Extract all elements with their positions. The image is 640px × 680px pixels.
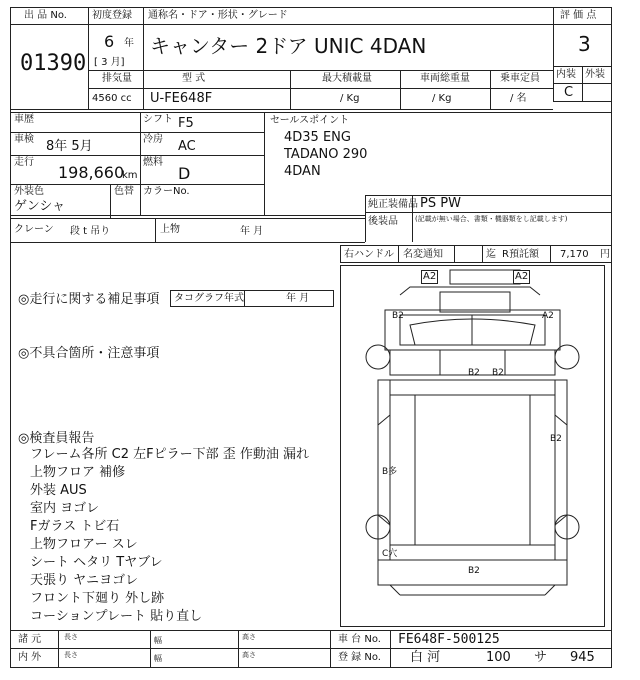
report-line: フロント下廻り 外し跡 — [30, 591, 165, 606]
chassis-value: FE648F-500125 — [398, 632, 500, 647]
report-line: 上物フロアー スレ — [30, 537, 138, 552]
lot-label: 出 品 No. — [24, 10, 67, 21]
inner-width-label: 幅 — [154, 654, 162, 663]
diagram-label-cab-left: B2 — [392, 311, 404, 321]
inner-length-label: 長さ — [64, 651, 78, 659]
sales-line-1: 4D35 ENG — [284, 130, 351, 145]
report-line: Fガラス トビ石 — [30, 519, 120, 534]
spec-label: 諸 元 — [18, 634, 42, 645]
report-line: 外装 AUS — [30, 483, 87, 498]
sales-line-3: 4DAN — [284, 164, 321, 179]
diagram-label-rear-left: C穴 — [382, 549, 398, 559]
crane-value: 段 t 吊り — [70, 226, 111, 237]
diagram-label-bed-left: B多 — [382, 467, 398, 477]
model-value: U-FE648F — [150, 91, 213, 106]
max-load-value: / Kg — [340, 93, 360, 104]
interior-label: 内装 — [556, 69, 576, 80]
diagram-label-cab-right: A2 — [542, 311, 554, 321]
inspection-label: 車検 — [14, 134, 34, 145]
inner-height-label: 高さ — [242, 651, 256, 659]
retrofit-note: (記載が無い場合、書類・機器類をし記載します) — [415, 215, 568, 223]
model-label: 型 式 — [182, 73, 206, 84]
equipment-value: PS PW — [420, 196, 461, 211]
car-name-label: 通称名・ドア・形状・グレード — [148, 10, 288, 21]
tachograph-label: タコグラフ年式 — [174, 293, 244, 304]
interior-exterior-label: 内 外 — [18, 652, 42, 663]
gross-weight-label: 車両総重量 — [420, 73, 470, 84]
first-reg-label: 初度登録 — [92, 10, 132, 21]
inspection-value: 8年 5月 — [46, 139, 93, 154]
fuel-value: D — [178, 164, 191, 183]
ext-color-value: ゲンシャ — [14, 199, 66, 214]
report-line: 天張り ヤニヨゴレ — [30, 573, 139, 588]
deadline-label: 迄 — [486, 249, 496, 260]
lift-value: 年 月 — [240, 226, 264, 237]
length-label: 長さ — [64, 633, 78, 641]
report-line: コーションプレート 貼り直し — [30, 609, 203, 624]
driving-note-label: ◎走行に関する補足事項 — [18, 292, 160, 307]
equipment-label: 純正装備品 — [368, 199, 418, 210]
score-value: 3 — [578, 32, 591, 56]
fuel-label: 燃料 — [143, 157, 163, 168]
registration-area: 白 河 — [410, 650, 441, 665]
ac-value: AC — [178, 139, 196, 154]
history-label: 車歴 — [14, 114, 34, 125]
score-label: 評 価 点 — [560, 10, 597, 21]
sales-line-2: TADANO 290 — [284, 147, 368, 162]
right-hand-label: 右ハンドル — [344, 249, 394, 260]
name-change-label: 名変通知 — [403, 249, 443, 260]
ext-color-label: 外装色 — [14, 186, 44, 197]
gross-weight-value: / Kg — [432, 93, 452, 104]
r-deposit-label: R預託額 — [502, 249, 539, 260]
ac-label: 冷房 — [143, 134, 163, 145]
max-load-label: 最大積載量 — [322, 73, 372, 84]
report-line: 上物フロア 補修 — [30, 465, 126, 480]
displacement-label: 排気量 — [102, 73, 132, 84]
diagram-label-rear-center: B2 — [468, 566, 480, 576]
crane-label: クレーン — [14, 224, 54, 235]
height-label: 高さ — [242, 633, 256, 641]
capacity-label: 乗車定員 — [500, 73, 540, 84]
lot-number: 01390 — [20, 51, 87, 76]
lift-label: 上物 — [160, 224, 180, 235]
diagram-label-cab-center: B2 — [468, 368, 480, 378]
color-change-label: 色替 — [114, 186, 134, 197]
displacement-value: 4560 cc — [92, 93, 132, 104]
capacity-value: / 名 — [510, 93, 527, 104]
registration-label: 登 録 No. — [338, 652, 381, 663]
km-unit: km — [122, 170, 138, 181]
car-name: キャンター 2ドア UNIC 4DAN — [150, 34, 427, 58]
r-deposit-unit: 円 — [600, 249, 610, 260]
diagram-label-bed-right: B2 — [550, 434, 562, 444]
inspector-report — [30, 446, 309, 626]
interior-grade: C — [564, 85, 574, 100]
registration-number: 945 — [570, 650, 595, 665]
mileage-value: 198,660 — [58, 163, 125, 182]
r-deposit-value: 7,170 — [560, 249, 589, 260]
report-line: フレーム各所 C2 左Fピラー下部 歪 作動油 漏れ — [30, 447, 309, 462]
report-line: シート ヘタリ Tヤブレ — [30, 555, 163, 570]
defect-label: ◎不具合箇所・注意事項 — [18, 346, 160, 361]
inspector-label: ◎検査員報告 — [18, 431, 95, 446]
first-reg-year: 6 — [104, 32, 115, 51]
registration-class: 100 — [486, 650, 511, 665]
report-line: 室内 ヨゴレ — [30, 501, 100, 516]
color-no-label: カラーNo. — [143, 186, 190, 197]
width-label: 幅 — [154, 636, 162, 645]
year-unit: 年 — [124, 38, 134, 49]
sales-point-label: セールスポイント — [270, 115, 350, 126]
exterior-label: 外装 — [585, 69, 605, 80]
shift-label: シフト — [143, 114, 173, 125]
shift-value: F5 — [178, 116, 194, 131]
registration-kana: サ — [534, 650, 548, 665]
chassis-label: 車 台 No. — [338, 634, 381, 645]
diagram-label-a2-left: A2 — [423, 271, 437, 282]
mileage-label: 走行 — [14, 157, 34, 168]
first-reg-month: [ 3 月] — [94, 57, 125, 68]
diagram-label-a2-right: A2 — [515, 271, 529, 282]
diagram-label-cab-center-right: B2 — [492, 368, 504, 378]
retrofit-label: 後装品 — [368, 216, 398, 227]
tachograph-value: 年 月 — [286, 293, 310, 304]
